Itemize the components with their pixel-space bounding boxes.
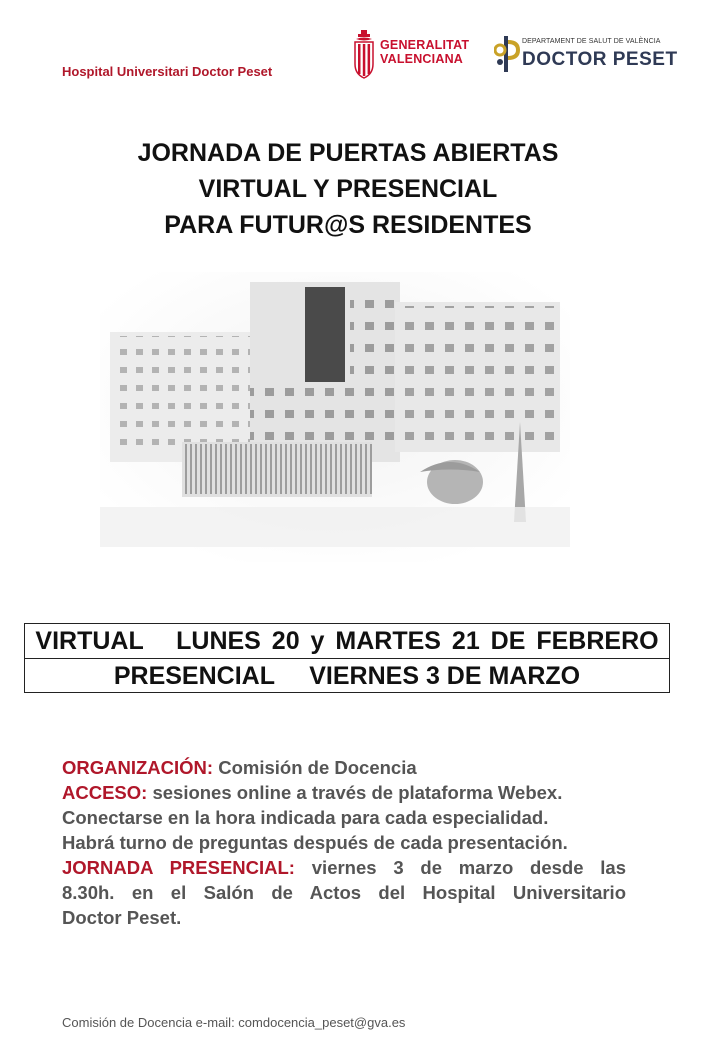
info-section bbox=[62, 755, 626, 930]
access-text: sesiones online a través de plataforma Webex. bbox=[147, 782, 563, 803]
organization-label: ORGANIZACIÓN: bbox=[62, 757, 214, 778]
presencial-line2: 8.30h. en el Salón de Actos del Hospital Universitario bbox=[62, 882, 626, 903]
connect-line: Conectarse en la hora indicada para cada especialidad. bbox=[62, 807, 549, 828]
dates-row-virtual bbox=[25, 624, 669, 659]
organization-text: Comisión de Docencia bbox=[213, 757, 417, 778]
hospital-name: Hospital Universitari Doctor Peset bbox=[62, 64, 273, 79]
dates-row-presencial bbox=[25, 659, 669, 693]
doctor-peset-dept: DEPARTAMENT DE SALUT DE VALÈNCIA bbox=[522, 38, 661, 45]
generalitat-line1: GENERALITAT bbox=[380, 38, 470, 52]
presencial-text1: viernes 3 de marzo desde las bbox=[294, 857, 627, 878]
generalitat-line2: VALENCIANA bbox=[380, 52, 464, 66]
footer-contact: Comisión de Docencia e-mail: comdocencia_peset@gva.es bbox=[62, 1015, 406, 1030]
page-title bbox=[0, 135, 696, 243]
presencial-dates: PRESENCIAL VIERNES 3 DE MARZO bbox=[113, 661, 581, 690]
presencial-line3: Doctor Peset. bbox=[62, 907, 182, 928]
doctor-peset-name: DOCTOR PESET bbox=[522, 49, 678, 70]
questions-line: Habrá turno de preguntas después de cada presentación. bbox=[62, 832, 568, 853]
virtual-dates: VIRTUAL LUNES 20 y MARTES 21 DE FEBRERO bbox=[35, 626, 659, 655]
title-line1: JORNADA DE PUERTAS ABIERTAS bbox=[137, 139, 559, 167]
access-label: ACCESO: bbox=[62, 782, 148, 803]
title-line2: VIRTUAL Y PRESENCIAL bbox=[198, 175, 498, 203]
hospital-building-image bbox=[100, 272, 570, 562]
title-line3: PARA FUTUR@S RESIDENTES bbox=[164, 211, 532, 239]
presencial-line1 bbox=[62, 855, 626, 880]
organization-line bbox=[62, 755, 626, 780]
doctor-peset-logo bbox=[494, 34, 678, 74]
generalitat-shield-icon bbox=[352, 28, 376, 80]
access-line bbox=[62, 780, 626, 805]
generalitat-logo bbox=[352, 28, 474, 80]
doctor-peset-mark-icon bbox=[494, 36, 520, 72]
dates-box bbox=[24, 623, 670, 693]
presencial-label: JORNADA PRESENCIAL: bbox=[62, 857, 295, 878]
